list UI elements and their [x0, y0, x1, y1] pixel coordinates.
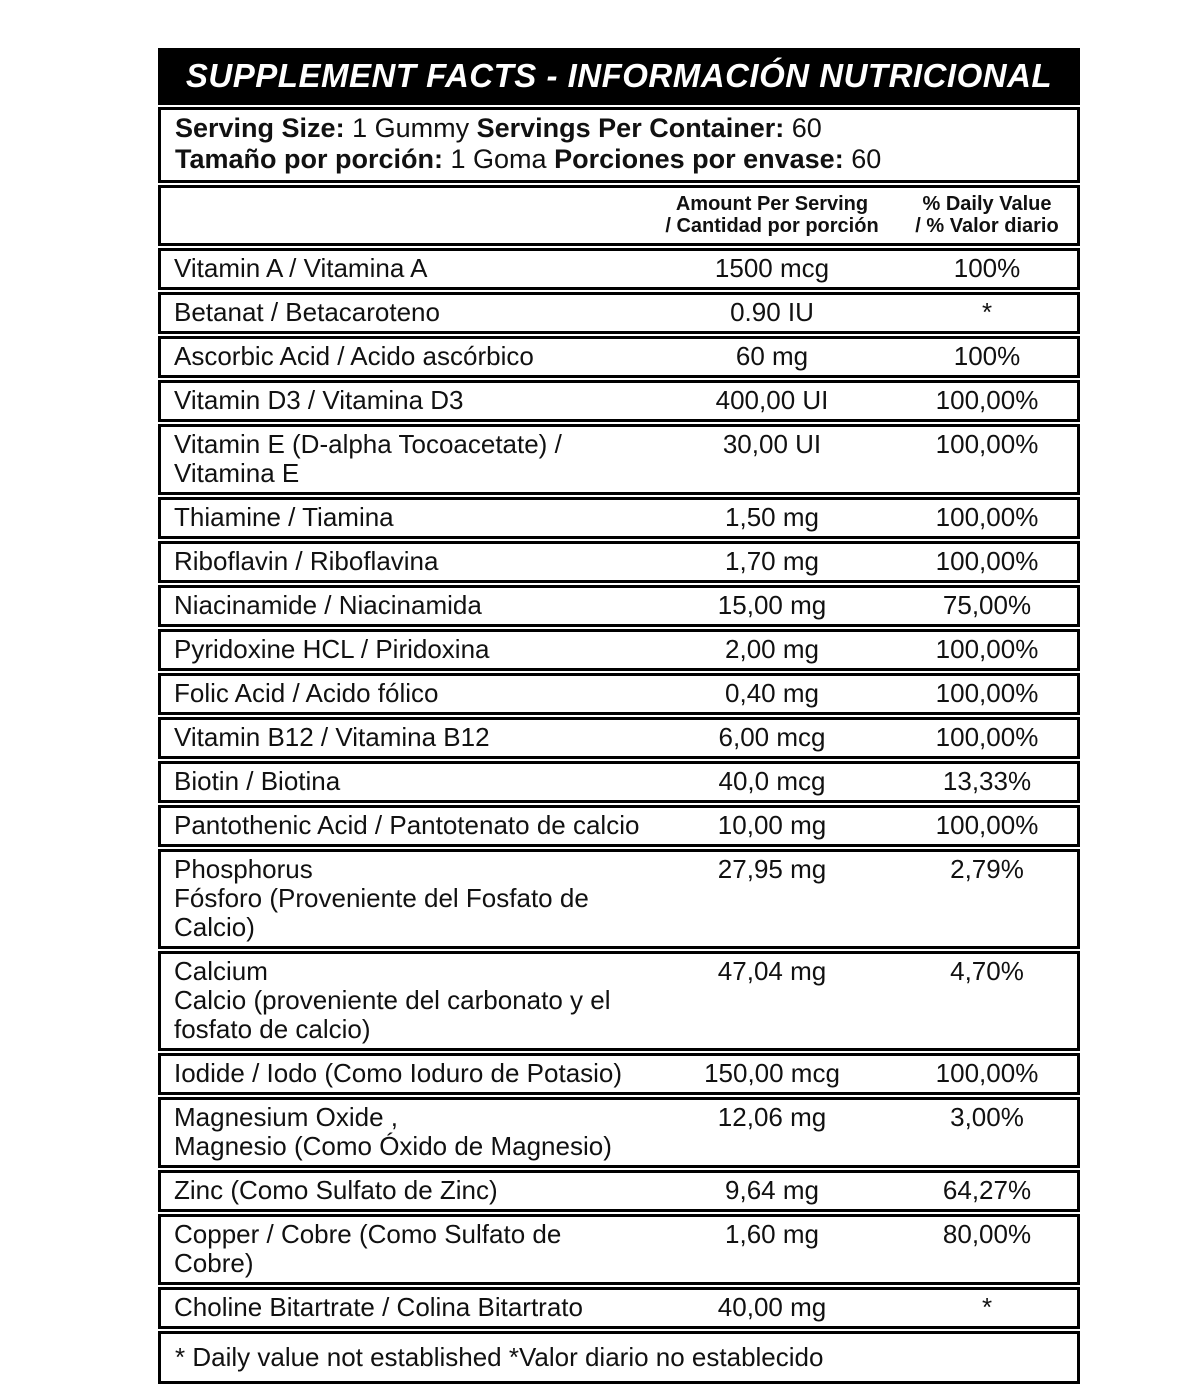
nutrient-name [161, 254, 647, 283]
nutrient-amount: 40,0 mcg [718, 766, 826, 796]
daily-value-header-line1: % Daily Value [922, 193, 1052, 215]
nutrient-name [161, 1103, 647, 1161]
nutrient-percent: 100,00% [935, 1058, 1039, 1088]
nutrient-amount: 1500 mcg [714, 253, 830, 283]
nutrient-name-main: Pyridoxine HCL / Piridoxina [174, 634, 490, 664]
serving-line-es [175, 144, 1067, 175]
nutrient-percent: * [981, 297, 993, 327]
nutrient-amount: 30,00 UI [722, 429, 822, 459]
nutrient-name-main: Phosphorus [174, 854, 313, 884]
nutrient-percent: 100,00% [935, 429, 1039, 459]
nutrient-amount: 1,70 mg [725, 546, 819, 576]
nutrient-percent: 80,00% [942, 1219, 1032, 1249]
nutrient-row [158, 585, 1080, 627]
servings-per-container-value-es: 60 [851, 144, 882, 174]
nutrient-row [158, 951, 1080, 1051]
serving-line-en [175, 113, 1067, 144]
nutrient-name [161, 635, 647, 664]
nutrient-percent: 3,00% [950, 1102, 1024, 1132]
nutrient-row [158, 292, 1080, 334]
nutrient-row [158, 1170, 1080, 1212]
daily-value-header-line2: / % Valor diario [915, 215, 1059, 237]
nutrient-row [158, 761, 1080, 803]
nutrient-name [161, 430, 647, 488]
nutrient-amount: 10,00 mg [717, 810, 827, 840]
amount-header-line1: Amount Per Serving [675, 193, 869, 215]
nutrient-amount: 15,00 mg [717, 590, 827, 620]
nutrient-amount: 40,00 mg [717, 1292, 827, 1322]
nutrient-name-main: Magnesium Oxide , [174, 1102, 398, 1132]
nutrient-name [161, 679, 647, 708]
nutrient-row [158, 1097, 1080, 1168]
nutrient-percent: 100,00% [935, 722, 1039, 752]
nutrient-name-main: Vitamin A / Vitamina A [174, 253, 428, 283]
nutrient-amount: 2,00 mg [725, 634, 819, 664]
nutrient-row [158, 424, 1080, 495]
nutrient-name [161, 1293, 647, 1322]
nutrient-name [161, 298, 647, 327]
nutrient-percent: 13,33% [942, 766, 1032, 796]
nutrient-name-main: Ascorbic Acid / Acido ascórbico [174, 341, 534, 371]
amount-column-header [647, 193, 897, 237]
nutrient-name [161, 767, 647, 796]
servings-per-container-label: Servings Per Container: [476, 113, 785, 143]
column-headers [158, 185, 1080, 246]
column-header-spacer [161, 193, 647, 237]
nutrient-percent: * [981, 1292, 993, 1322]
nutrient-name-main: Iodide / Iodo (Como Ioduro de Potasio) [174, 1058, 623, 1088]
nutrient-percent: 100% [953, 341, 1021, 371]
servings-per-container-value: 60 [791, 113, 822, 143]
nutrient-name-main: Copper / Cobre (Como Sulfato de Cobre) [174, 1219, 562, 1278]
nutrient-name [161, 811, 647, 840]
nutrient-name [161, 1220, 647, 1278]
supplement-facts-label [158, 48, 1080, 1386]
nutrient-amount: 6,00 mcg [718, 722, 826, 752]
nutrient-row [158, 1214, 1080, 1285]
nutrient-name-main: Folic Acid / Acido fólico [174, 678, 439, 708]
nutrient-name [161, 547, 647, 576]
nutrient-amount: 150,00 mcg [704, 1058, 840, 1088]
nutrient-name-main: Thiamine / Tiamina [174, 502, 394, 532]
nutrient-percent: 100% [953, 253, 1021, 283]
nutrient-percent: 100,00% [935, 810, 1039, 840]
amount-header-line2: / Cantidad por porción [665, 215, 879, 237]
nutrient-name-main: Zinc (Como Sulfato de Zinc) [174, 1175, 498, 1205]
nutrient-amount: 12,06 mg [717, 1102, 827, 1132]
nutrient-row [158, 629, 1080, 671]
nutrient-rows [158, 248, 1080, 1329]
nutrient-name-sub: Fósforo (Proveniente del Fosfato de Calcio) [174, 883, 589, 942]
nutrient-amount: 1,60 mg [725, 1219, 819, 1249]
nutrient-row [158, 717, 1080, 759]
nutrient-name-main: Vitamin B12 / Vitamina B12 [174, 722, 490, 752]
nutrient-name [161, 855, 647, 942]
nutrient-name [161, 503, 647, 532]
nutrient-name-main: Pantothenic Acid / Pantotenato de calcio [174, 810, 640, 840]
nutrient-name-main: Biotin / Biotina [174, 766, 341, 796]
nutrient-amount: 60 mg [735, 341, 809, 371]
serving-info [158, 107, 1080, 183]
nutrient-row [158, 1287, 1080, 1329]
nutrient-percent: 4,70% [950, 956, 1024, 986]
nutrient-name [161, 342, 647, 371]
nutrient-amount: 9,64 mg [725, 1175, 819, 1205]
nutrient-percent: 64,27% [942, 1175, 1032, 1205]
nutrient-name [161, 591, 647, 620]
nutrient-amount: 1,50 mg [725, 502, 819, 532]
serving-size-label: Serving Size: [175, 113, 345, 143]
nutrient-amount: 0.90 IU [730, 297, 814, 327]
nutrient-row [158, 248, 1080, 290]
nutrient-name-main: Vitamin D3 / Vitamina D3 [174, 385, 464, 415]
serving-size-value-es: 1 Goma [450, 144, 547, 174]
nutrient-row [158, 380, 1080, 422]
servings-per-container-label-es: Porciones por envase: [554, 144, 844, 174]
nutrient-name-main: Choline Bitartrate / Colina Bitartrato [174, 1292, 583, 1322]
nutrient-percent: 100,00% [935, 678, 1039, 708]
nutrient-name-main: Vitamin E (D-alpha Tocoacetate) / Vitamina E [174, 429, 562, 488]
nutrient-name-sub: Magnesio (Como Óxido de Magnesio) [174, 1131, 612, 1161]
nutrient-percent: 100,00% [935, 385, 1039, 415]
nutrient-percent: 75,00% [942, 590, 1032, 620]
nutrient-amount: 400,00 UI [715, 385, 829, 415]
nutrient-name-main: Riboflavin / Riboflavina [174, 546, 439, 576]
nutrient-name-sub: Calcio (proveniente del carbonato y el fosfato de calcio) [174, 985, 611, 1044]
nutrient-row [158, 673, 1080, 715]
serving-size-value: 1 Gummy [352, 113, 470, 143]
nutrient-row [158, 1053, 1080, 1095]
nutrient-name [161, 1176, 647, 1205]
nutrient-row [158, 541, 1080, 583]
nutrient-amount: 0,40 mg [725, 678, 819, 708]
nutrient-percent: 100,00% [935, 634, 1039, 664]
nutrient-name-main: Betanat / Betacaroteno [174, 297, 440, 327]
nutrient-name [161, 957, 647, 1044]
nutrient-row [158, 497, 1080, 539]
nutrient-amount: 27,95 mg [717, 854, 827, 884]
footnote: * Daily value not established *Valor diario no establecido [158, 1331, 1080, 1384]
nutrient-row [158, 805, 1080, 847]
nutrient-amount: 47,04 mg [717, 956, 827, 986]
nutrient-name [161, 723, 647, 752]
nutrient-name-main: Niacinamide / Niacinamida [174, 590, 482, 620]
label-title: SUPPLEMENT FACTS - INFORMACIÓN NUTRICIONAL [158, 48, 1080, 105]
serving-size-label-es: Tamaño por porción: [175, 144, 443, 174]
daily-value-column-header [897, 193, 1077, 237]
nutrient-name [161, 386, 647, 415]
nutrient-row [158, 336, 1080, 378]
nutrient-name-main: Calcium [174, 956, 268, 986]
nutrient-percent: 100,00% [935, 502, 1039, 532]
nutrient-percent: 100,00% [935, 546, 1039, 576]
nutrient-row [158, 849, 1080, 949]
nutrient-percent: 2,79% [950, 854, 1024, 884]
nutrient-name [161, 1059, 647, 1088]
